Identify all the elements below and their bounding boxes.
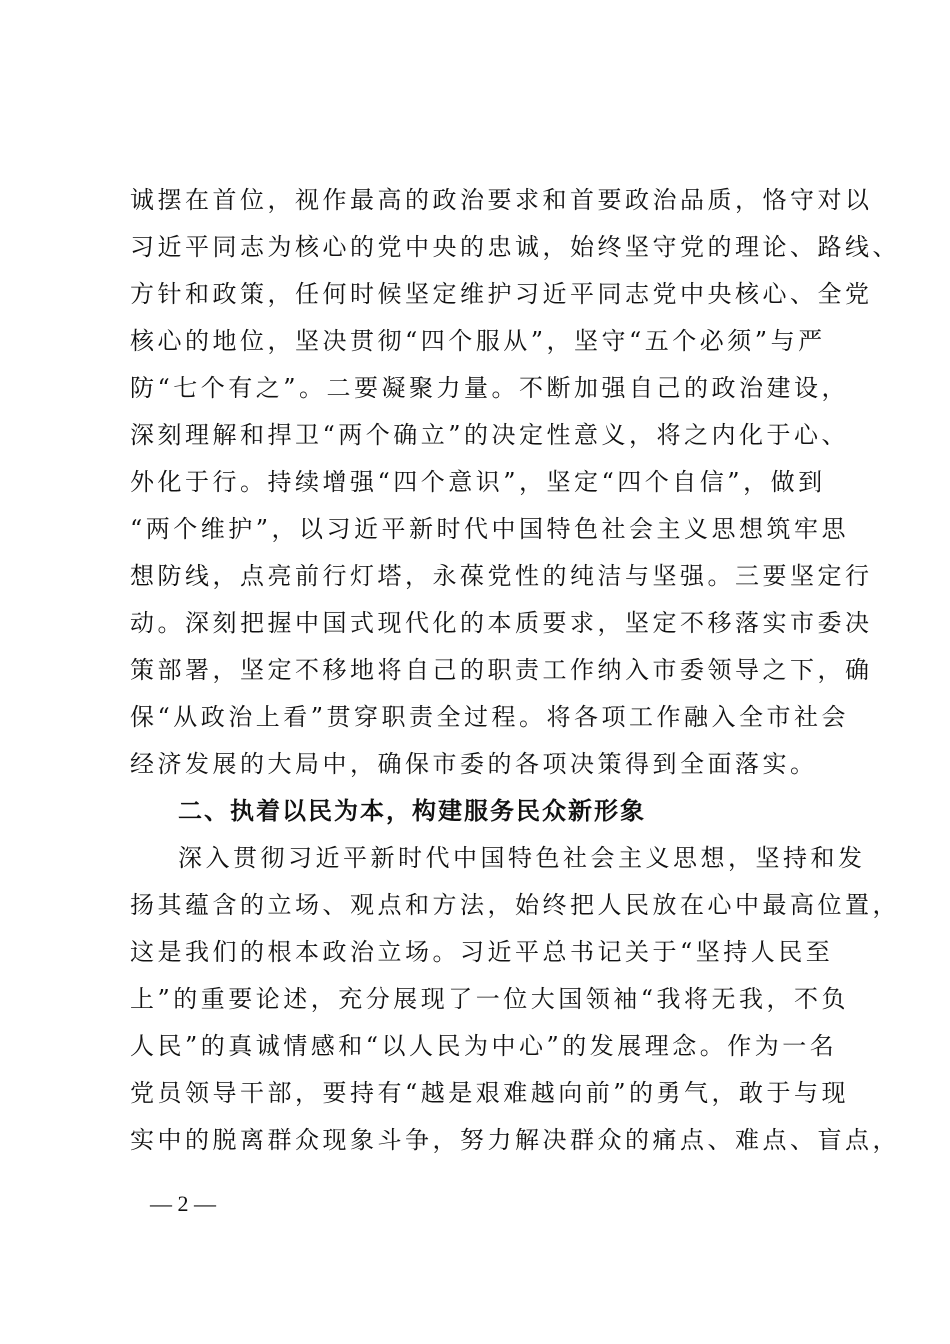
body-text-line: 扬其蕴含的立场、观点和方法，始终把人民放在心中最高位置， [130, 891, 900, 919]
body-text-line: 党员领导干部，要持有“越是艰难越向前”的勇气，敢于与现 [130, 1079, 850, 1107]
body-text-line: 人民”的真诚情感和“以人民为中心”的发展理念。作为一名 [130, 1032, 838, 1060]
body-text-line: 动。深刻把握中国式现代化的本质要求，坚定不移落实市委决 [130, 609, 873, 637]
body-text-line: “两个维护”，以习近平新时代中国特色社会主义思想筑牢思 [130, 515, 850, 543]
body-text-line: 实中的脱离群众现象斗争，努力解决群众的痛点、难点、盲点， [130, 1126, 900, 1154]
body-text-line: 诚摆在首位，视作最高的政治要求和首要政治品质，恪守对以 [130, 186, 873, 214]
body-text-line: 策部署，坚定不移地将自己的职责工作纳入市委领导之下，确 [130, 656, 873, 684]
body-text-line: 深刻理解和捍卫“两个确立”的决定性意义，将之内化于心、 [130, 421, 850, 449]
body-text-line: 想防线，点亮前行灯塔，永葆党性的纯洁与坚强。三要坚定行 [130, 562, 873, 590]
section-heading: 二、执着以民为本，构建服务民众新形象 [178, 797, 646, 825]
body-text-line: 保“从政治上看”贯穿职责全过程。将各项工作融入全市社会 [130, 703, 850, 731]
body-text-line: 上”的重要论述，充分展现了一位大国领袖“我将无我，不负 [130, 985, 850, 1013]
body-text-line: 外化于行。持续增强“四个意识”，坚定“四个自信”，做到 [130, 468, 826, 496]
body-text-line: 方针和政策，任何时候坚定维护习近平同志党中央核心、全党 [130, 280, 873, 308]
page-number: — 2 — [150, 1191, 216, 1216]
body-text-line: 经济发展的大局中，确保市委的各项决策得到全面落实。 [130, 750, 818, 778]
body-text-line: 核心的地位，坚决贯彻“四个服从”，坚守“五个必须”与严 [130, 327, 826, 355]
body-text-line: 这是我们的根本政治立场。习近平总书记关于“坚持人民至 [130, 938, 834, 966]
body-text-line: 防“七个有之”。二要凝聚力量。不断加强自己的政治建设， [130, 374, 850, 402]
body-text-line: 深入贯彻习近平新时代中国特色社会主义思想，坚持和发 [178, 844, 866, 872]
body-text-line: 习近平同志为核心的党中央的忠诚，始终坚守党的理论、路线、 [130, 233, 900, 261]
